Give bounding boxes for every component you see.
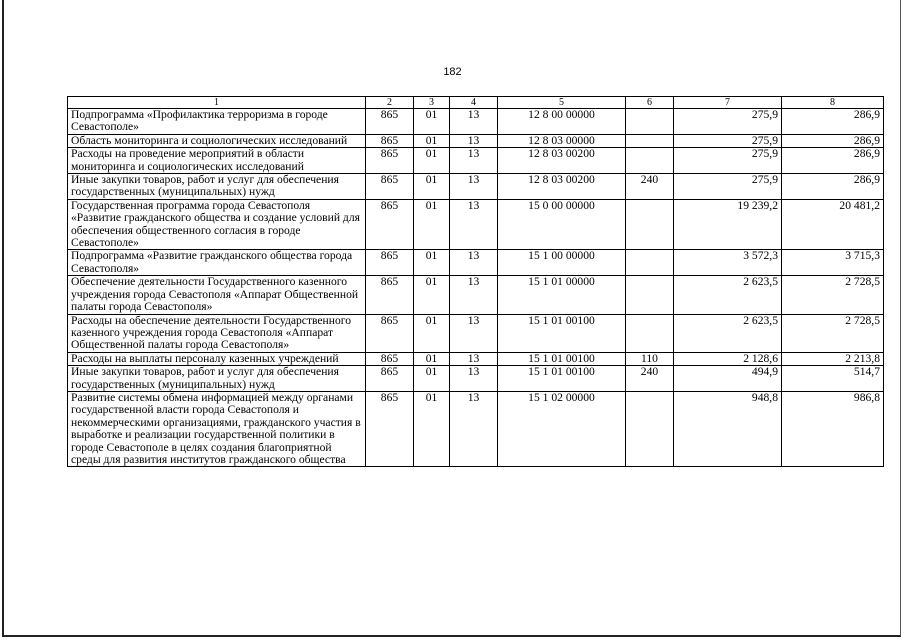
cell-expense-type — [626, 314, 674, 352]
cell-ministry-code: 865 — [366, 174, 414, 200]
table-row — [68, 199, 884, 250]
cell-amount-col8: 3 715,3 — [782, 250, 884, 276]
cell-target-article: 15 1 00 00000 — [498, 250, 626, 276]
table-row — [68, 250, 884, 276]
cell-expense-type — [626, 148, 674, 174]
column-header: 7 — [674, 97, 782, 109]
table-row — [68, 314, 884, 352]
cell-section: 01 — [414, 199, 450, 250]
cell-ministry-code: 865 — [366, 366, 414, 392]
cell-section: 01 — [414, 109, 450, 135]
cell-amount-col7: 948,8 — [674, 391, 782, 466]
cell-amount-col8: 986,8 — [782, 391, 884, 466]
column-header: 1 — [68, 97, 366, 109]
cell-section: 01 — [414, 366, 450, 392]
cell-ministry-code: 865 — [366, 148, 414, 174]
cell-subsection: 13 — [450, 352, 498, 365]
cell-name: Расходы на выплаты персоналу казенных учреждений — [68, 352, 366, 365]
cell-ministry-code: 865 — [366, 391, 414, 466]
cell-amount-col7: 275,9 — [674, 134, 782, 147]
page-number: 182 — [443, 66, 462, 78]
column-header: 8 — [782, 97, 884, 109]
cell-name: Область мониторинга и социологических исследований — [68, 134, 366, 147]
budget-table — [67, 96, 884, 467]
cell-ministry-code: 865 — [366, 314, 414, 352]
column-header: 5 — [498, 97, 626, 109]
cell-ministry-code: 865 — [366, 134, 414, 147]
cell-name: Иные закупки товаров, работ и услуг для обеспечения государственных (муниципальных) нужд — [68, 366, 366, 392]
cell-amount-col7: 3 572,3 — [674, 250, 782, 276]
cell-subsection: 13 — [450, 148, 498, 174]
cell-name: Развитие системы обмена информацией между органами государственной власти города Севастополя и некоммерческими организациями, гражданского участия в выработке и реализации государственной политики в городе Севастополе в целях создания благоприятной среды для развития институтов гражданского общества — [68, 391, 366, 466]
cell-subsection: 13 — [450, 174, 498, 200]
cell-ministry-code: 865 — [366, 199, 414, 250]
cell-name: Обеспечение деятельности Государственного казенного учреждения города Севастополя «Аппарат Общественной палаты города Севастополя» — [68, 276, 366, 314]
cell-amount-col7: 2 623,5 — [674, 314, 782, 352]
cell-section: 01 — [414, 250, 450, 276]
column-header: 6 — [626, 97, 674, 109]
cell-name: Расходы на обеспечение деятельности Государственного казенного учреждения города Севастополя «Аппарат Общественной палаты города Севастополя» — [68, 314, 366, 352]
cell-amount-col8: 2 728,5 — [782, 276, 884, 314]
cell-subsection: 13 — [450, 134, 498, 147]
table-body — [68, 109, 884, 467]
cell-target-article: 12 8 03 00200 — [498, 174, 626, 200]
cell-subsection: 13 — [450, 109, 498, 135]
cell-section: 01 — [414, 174, 450, 200]
cell-expense-type: 240 — [626, 366, 674, 392]
cell-subsection: 13 — [450, 276, 498, 314]
cell-amount-col7: 275,9 — [674, 109, 782, 135]
cell-ministry-code: 865 — [366, 352, 414, 365]
cell-name: Государственная программа города Севастополя «Развитие гражданского общества и создание условий для обеспечения общественного согласия в городе Севастополе» — [68, 199, 366, 250]
cell-subsection: 13 — [450, 391, 498, 466]
cell-target-article: 15 1 01 00100 — [498, 314, 626, 352]
cell-subsection: 13 — [450, 250, 498, 276]
cell-expense-type — [626, 250, 674, 276]
column-header: 2 — [366, 97, 414, 109]
cell-ministry-code: 865 — [366, 250, 414, 276]
cell-target-article: 15 0 00 00000 — [498, 199, 626, 250]
cell-amount-col7: 275,9 — [674, 148, 782, 174]
table-row — [68, 174, 884, 200]
cell-section: 01 — [414, 276, 450, 314]
cell-amount-col8: 2 213,8 — [782, 352, 884, 365]
cell-subsection: 13 — [450, 199, 498, 250]
column-header: 4 — [450, 97, 498, 109]
cell-name: Подпрограмма «Профилактика терроризма в городе Севастополе» — [68, 109, 366, 135]
cell-amount-col8: 514,7 — [782, 366, 884, 392]
cell-amount-col8: 286,9 — [782, 134, 884, 147]
cell-amount-col7: 2 623,5 — [674, 276, 782, 314]
cell-amount-col7: 275,9 — [674, 174, 782, 200]
header-row — [68, 97, 884, 109]
cell-name: Иные закупки товаров, работ и услуг для обеспечения государственных (муниципальных) нужд — [68, 174, 366, 200]
cell-name: Расходы на проведение мероприятий в области мониторинга и социологических исследований — [68, 148, 366, 174]
cell-expense-type: 110 — [626, 352, 674, 365]
cell-subsection: 13 — [450, 314, 498, 352]
cell-amount-col7: 2 128,6 — [674, 352, 782, 365]
table-row — [68, 352, 884, 365]
cell-section: 01 — [414, 391, 450, 466]
table-row — [68, 109, 884, 135]
cell-expense-type — [626, 134, 674, 147]
cell-section: 01 — [414, 134, 450, 147]
table-row — [68, 134, 884, 147]
cell-section: 01 — [414, 314, 450, 352]
cell-target-article: 15 1 01 00000 — [498, 276, 626, 314]
cell-expense-type — [626, 199, 674, 250]
cell-target-article: 12 8 00 00000 — [498, 109, 626, 135]
cell-target-article: 12 8 03 00000 — [498, 134, 626, 147]
column-header: 3 — [414, 97, 450, 109]
cell-ministry-code: 865 — [366, 276, 414, 314]
cell-section: 01 — [414, 352, 450, 365]
cell-expense-type — [626, 276, 674, 314]
cell-subsection: 13 — [450, 366, 498, 392]
cell-target-article: 15 1 01 00100 — [498, 366, 626, 392]
cell-ministry-code: 865 — [366, 109, 414, 135]
cell-expense-type — [626, 391, 674, 466]
cell-amount-col8: 286,9 — [782, 174, 884, 200]
cell-amount-col8: 2 728,5 — [782, 314, 884, 352]
cell-amount-col8: 286,9 — [782, 109, 884, 135]
table-row — [68, 391, 884, 466]
cell-expense-type — [626, 109, 674, 135]
table-row — [68, 276, 884, 314]
cell-amount-col8: 286,9 — [782, 148, 884, 174]
cell-name: Подпрограмма «Развитие гражданского общества города Севастополя» — [68, 250, 366, 276]
table-row — [68, 148, 884, 174]
cell-amount-col7: 494,9 — [674, 366, 782, 392]
cell-expense-type: 240 — [626, 174, 674, 200]
cell-amount-col8: 20 481,2 — [782, 199, 884, 250]
cell-target-article: 15 1 01 00100 — [498, 352, 626, 365]
table-row — [68, 366, 884, 392]
cell-target-article: 15 1 02 00000 — [498, 391, 626, 466]
cell-section: 01 — [414, 148, 450, 174]
cell-target-article: 12 8 03 00200 — [498, 148, 626, 174]
cell-amount-col7: 19 239,2 — [674, 199, 782, 250]
